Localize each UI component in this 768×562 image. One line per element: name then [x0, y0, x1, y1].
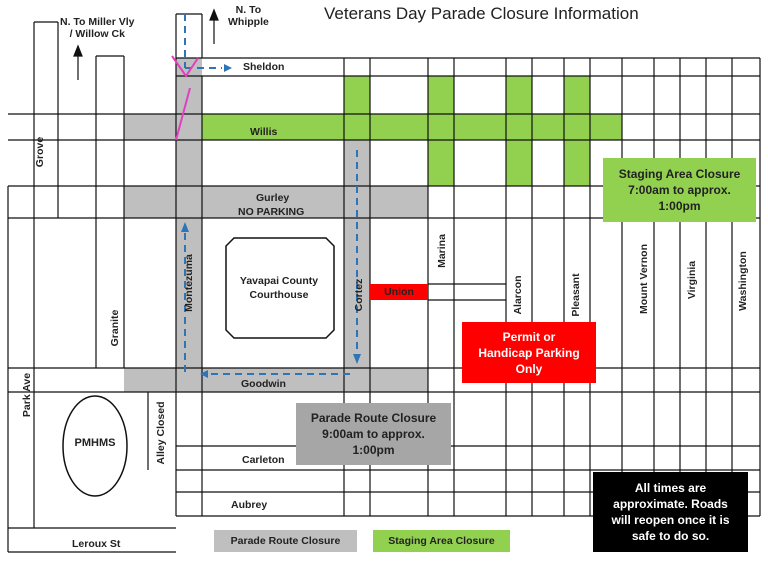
north-right-line-2: Whipple [228, 16, 269, 28]
north-left-line-2: / Willow Ck [69, 28, 125, 40]
street-willis: Willis [250, 126, 278, 138]
times-line-4: safe to do so. [631, 529, 710, 543]
street-gurley: Gurley [256, 192, 290, 204]
times-line-2: approximate. Roads [613, 497, 728, 511]
courthouse-label [227, 258, 331, 318]
staging-line-2: 7:00am to approx. [628, 183, 731, 197]
street-pleasant: Pleasant [570, 273, 582, 317]
permit-line-1: Permit or [502, 329, 556, 344]
legend-parade-route: Parade Route Closure [214, 530, 357, 552]
parade-route-info-box [296, 403, 451, 465]
north-right-label [228, 4, 269, 28]
staging-col-2 [428, 76, 454, 186]
north-right-line-1: N. To [235, 4, 262, 16]
courthouse-line-2: Courthouse [249, 289, 309, 301]
staging-col-1 [344, 76, 370, 114]
street-mount-vernon: Mount Vernon [638, 244, 650, 314]
staging-line-1: Staging Area Closure [618, 167, 741, 181]
alley-closed-label: Alley Closed [155, 401, 167, 465]
street-leroux: Leroux St [72, 538, 121, 550]
street-sheldon: Sheldon [243, 61, 285, 73]
staging-col-4 [564, 76, 590, 186]
street-washington: Washington [737, 251, 749, 311]
union-street-label: Union [370, 284, 428, 300]
street-montezuma: Montezuma [183, 254, 195, 312]
north-left-label [60, 16, 134, 40]
street-granite: Granite [109, 309, 121, 347]
street-park-ave: Park Ave [21, 372, 33, 418]
legend-staging-area: Staging Area Closure [373, 530, 510, 552]
times-line-3: will reopen once it is [611, 513, 730, 527]
closure-montezuma [176, 58, 202, 392]
permit-line-2: Handicap Parking [478, 345, 580, 360]
north-left-line-1: N. To Miller Vly [60, 16, 135, 28]
street-carleton: Carleton [242, 454, 285, 466]
street-alarcon: Alarcon [512, 275, 524, 315]
street-virginia: Virginia [686, 260, 698, 300]
page-title: Veterans Day Parade Closure Information [324, 4, 639, 23]
street-grove: Grove [34, 136, 46, 168]
parade-route-closures [124, 58, 428, 392]
street-marina: Marina [436, 234, 448, 268]
street-cortez: Cortez [353, 278, 365, 312]
parade-line-2: 9:00am to approx. [322, 427, 425, 441]
staging-col-3 [506, 76, 532, 186]
street-aubrey: Aubrey [231, 499, 268, 511]
times-disclaimer-box [593, 472, 748, 552]
street-goodwin: Goodwin [241, 378, 286, 390]
parade-line-1: Parade Route Closure [310, 411, 437, 425]
staging-area-info-box [603, 158, 756, 222]
permit-line-3: Only [515, 361, 543, 376]
times-line-1: All times are [634, 481, 707, 495]
staging-line-3: 1:00pm [658, 199, 701, 213]
permit-parking-box [462, 322, 596, 383]
street-gurley-note: NO PARKING [238, 206, 305, 218]
parade-line-3: 1:00pm [352, 443, 395, 457]
courthouse-line-1: Yavapai County [239, 275, 319, 287]
pmhms-label: PMHMS [74, 437, 116, 449]
